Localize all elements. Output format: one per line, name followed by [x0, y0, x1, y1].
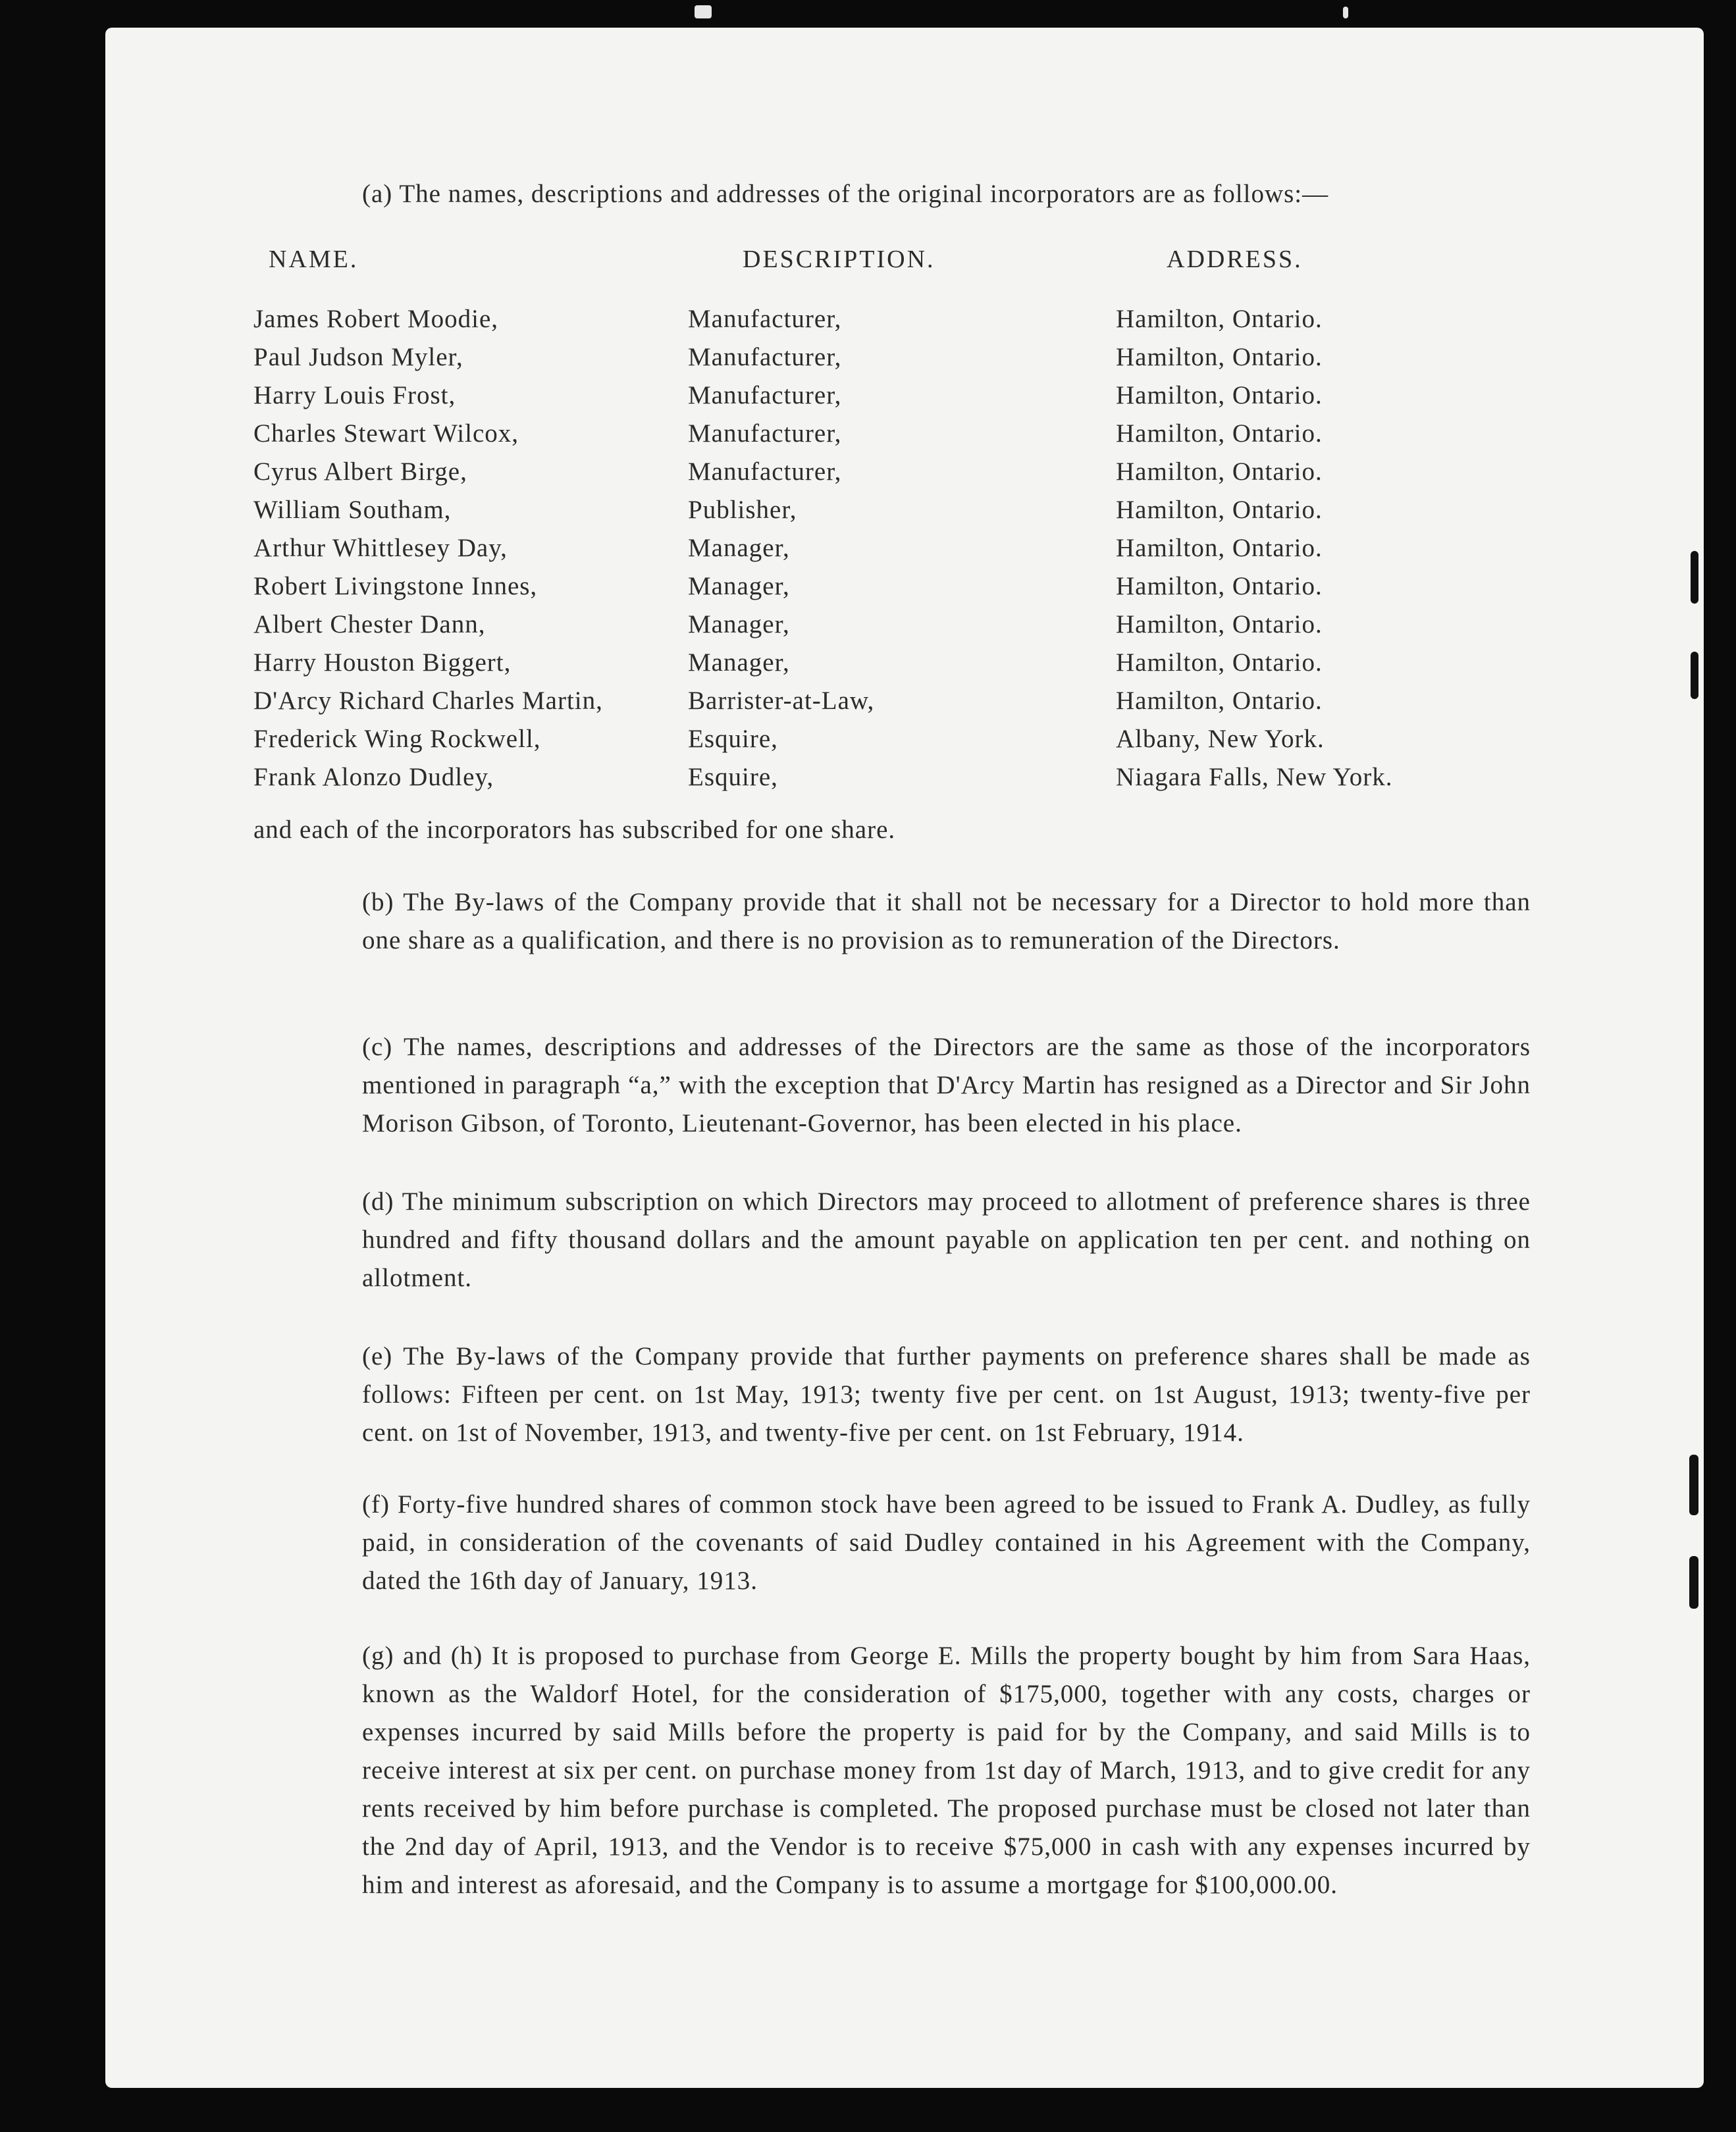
- paragraph-d-text: (d) The minimum subscription on which Directors may proceed to allotment of preference shares is three hundred and fifty thousand dollars and the amount payable on application ten per cent. and nothing on allotment.: [362, 1187, 1531, 1292]
- incorporator-address: Hamilton, Ontario.: [1116, 305, 1323, 333]
- incorporator-address: Hamilton, Ontario.: [1116, 572, 1323, 600]
- incorporator-name: Frederick Wing Rockwell,: [253, 725, 541, 753]
- scan-speck: [1343, 7, 1348, 18]
- incorporator-row: [105, 686, 1704, 724]
- incorporator-row: [105, 457, 1704, 495]
- incorporator-address: Niagara Falls, New York.: [1116, 763, 1393, 791]
- incorporator-address: Hamilton, Ontario.: [1116, 496, 1323, 524]
- incorporator-name: Cyrus Albert Birge,: [253, 457, 467, 486]
- incorporator-row: [105, 610, 1704, 648]
- incorporator-description: Manager,: [688, 610, 790, 638]
- incorporator-address: Hamilton, Ontario.: [1116, 381, 1323, 409]
- incorporator-description: Manufacturer,: [688, 419, 842, 448]
- incorporator-description: Manufacturer,: [688, 305, 842, 333]
- paragraph-e-text: (e) The By-laws of the Company provide that further payments on preference shares shall be made as follows: Fifteen per cent. on 1st May, 1913; twenty five per cent. on 1st August, 1913; twenty-five per cent. on 1st of November, 1913, and twenty-five per cent. on 1st February, 1914.: [362, 1342, 1531, 1447]
- incorporator-row: [105, 495, 1704, 533]
- paragraph-f-text: (f) Forty-five hundred shares of common stock have been agreed to be issued to Frank A. Dudley, as fully paid, in consideration of the covenants of said Dudley contained in his Agreement with the Company, dated the 16th day of January, 1913.: [362, 1490, 1531, 1595]
- incorporator-name: Frank Alonzo Dudley,: [253, 763, 494, 791]
- incorporator-description: Esquire,: [688, 725, 778, 753]
- paragraph-c: [253, 1028, 1531, 1143]
- incorporator-address: Hamilton, Ontario.: [1116, 687, 1323, 715]
- incorporator-name: D'Arcy Richard Charles Martin,: [253, 687, 603, 715]
- incorporator-address: Hamilton, Ontario.: [1116, 457, 1323, 486]
- paragraph-d: [253, 1183, 1531, 1297]
- incorporator-description: Manufacturer,: [688, 381, 842, 409]
- paragraph-g-h-text: (g) and (h) It is proposed to purchase from George E. Mills the property bought by him from Sara Haas, known as the Waldorf Hotel, for the consideration of $175,000, together with any costs, charges or expenses incurred by said Mills before the property is paid for by the Company, and said Mills is to receive interest at six per cent. on purchase money from 1st day of March, 1913, and to give credit for any rents received by him before purchase is completed. The proposed purchase must be closed not later than the 2nd day of April, 1913, and the Vendor is to receive $75,000 in cash with any expenses incurred by him and interest as aforesaid, and the Company is to assume a mortgage for $100,000.00.: [362, 1642, 1531, 1899]
- incorporator-description: Barrister-at-Law,: [688, 687, 875, 715]
- incorporator-description: Manager,: [688, 534, 790, 562]
- column-header-address: ADDRESS.: [1167, 246, 1303, 273]
- incorporator-name: Harry Houston Biggert,: [253, 648, 512, 677]
- incorporator-name: William Southam,: [253, 496, 452, 524]
- paragraph-g-h: [253, 1637, 1531, 1904]
- incorporator-row: [105, 571, 1704, 610]
- incorporator-name: Robert Livingstone Innes,: [253, 572, 538, 600]
- incorporator-name: Arthur Whittlesey Day,: [253, 534, 508, 562]
- column-header-description: DESCRIPTION.: [743, 246, 935, 273]
- incorporator-description: Esquire,: [688, 763, 778, 791]
- incorporator-description: Manager,: [688, 572, 790, 600]
- incorporator-address: Albany, New York.: [1116, 725, 1325, 753]
- scan-mark: [1691, 652, 1698, 699]
- incorporator-name: Charles Stewart Wilcox,: [253, 419, 519, 448]
- column-header-name: NAME.: [269, 246, 359, 273]
- incorporator-description: Manufacturer,: [688, 343, 842, 371]
- paragraph-c-text: (c) The names, descriptions and addresses of the Directors are the same as those of the incorporators mentioned in paragraph “a,” with the exception that D'Arcy Martin has resigned as a Director and Sir John Morison Gibson, of Toronto, Lieutenant-Governor, has been elected in his place.: [362, 1033, 1531, 1137]
- incorporator-name: Harry Louis Frost,: [253, 381, 456, 409]
- document-page: [105, 28, 1704, 2088]
- intro-line: (a) The names, descriptions and addresses of the original incorporators are as follows:—: [362, 180, 1329, 208]
- incorporator-name: Paul Judson Myler,: [253, 343, 463, 371]
- incorporator-address: Hamilton, Ontario.: [1116, 534, 1323, 562]
- paragraph-b: [253, 883, 1531, 960]
- incorporator-row: [105, 380, 1704, 419]
- paragraph-b-text: (b) The By-laws of the Company provide that it shall not be necessary for a Director to hold more than one share as a qualification, and there is no provision as to remuneration of the Directors.: [362, 888, 1531, 954]
- incorporator-row: [105, 342, 1704, 380]
- incorporator-address: Hamilton, Ontario.: [1116, 610, 1323, 638]
- incorporator-name: James Robert Moodie,: [253, 305, 499, 333]
- subscription-line: and each of the incorporators has subscribed for one share.: [253, 816, 896, 844]
- incorporator-row: [105, 419, 1704, 457]
- paragraph-f: [253, 1486, 1531, 1600]
- scan-mark: [1689, 1556, 1698, 1609]
- incorporator-address: Hamilton, Ontario.: [1116, 419, 1323, 448]
- incorporator-name: Albert Chester Dann,: [253, 610, 486, 638]
- incorporator-address: Hamilton, Ontario.: [1116, 343, 1323, 371]
- document-body: [105, 28, 1704, 2088]
- incorporator-row: [105, 304, 1704, 342]
- incorporator-description: Publisher,: [688, 496, 797, 524]
- scan-mark: [1689, 1455, 1698, 1515]
- incorporator-row: [105, 533, 1704, 571]
- scan-speck: [695, 5, 712, 18]
- incorporator-address: Hamilton, Ontario.: [1116, 648, 1323, 677]
- paragraph-e: [253, 1338, 1531, 1452]
- incorporator-row: [105, 762, 1704, 800]
- incorporator-description: Manager,: [688, 648, 790, 677]
- scan-mark: [1691, 551, 1698, 604]
- incorporator-description: Manufacturer,: [688, 457, 842, 486]
- incorporator-row: [105, 648, 1704, 686]
- incorporator-row: [105, 724, 1704, 762]
